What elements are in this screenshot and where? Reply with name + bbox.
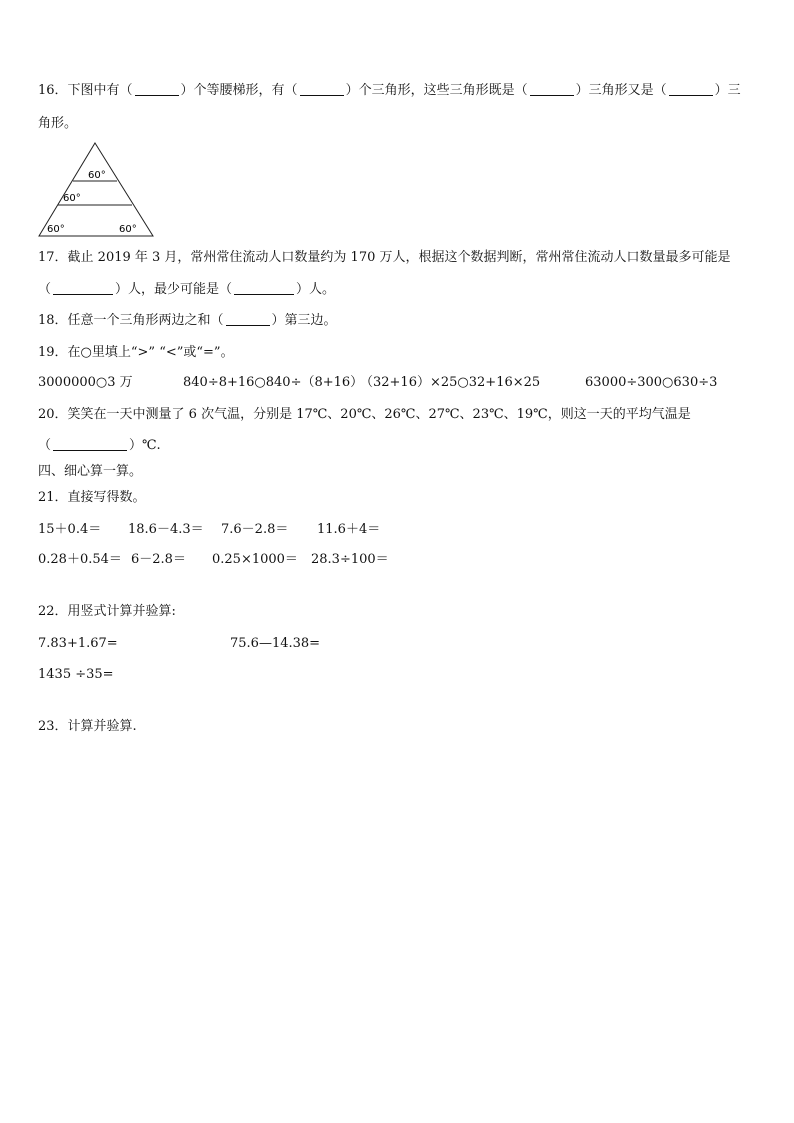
q16-text-1: 16．下图中有（	[38, 83, 133, 98]
q21-row2-item-4: 28.3÷100＝	[311, 552, 389, 567]
q22-item-1: 7.83+1.67=	[38, 636, 118, 651]
answer-blank[interactable]	[135, 83, 179, 96]
question-17-line-1: 17．截止 2019 年 3 月，常州常住流动人口数量约为 170 万人，根据这个数据判断，常州常住流动人口数量最多可能是	[38, 250, 731, 265]
trapezoid-triangle-figure	[35, 140, 165, 240]
angle-label-left: 60°	[47, 224, 65, 235]
question-19-title: 19．在○里填上“>” “<”或“=”。	[38, 345, 234, 360]
angle-label-middle: 60°	[63, 193, 81, 204]
q20-text-1: （	[38, 438, 52, 453]
q21-row2-item-2: 6－2.8＝	[131, 552, 186, 567]
q21-row1-item-2: 18.6－4.3＝	[128, 522, 204, 537]
answer-blank[interactable]	[226, 313, 270, 326]
answer-blank[interactable]	[669, 83, 713, 96]
outer-triangle	[39, 143, 153, 236]
answer-blank[interactable]	[234, 282, 294, 295]
section-4-heading: 四、细心算一算。	[38, 464, 143, 479]
question-20-line-1: 20．笑笑在一天中测量了 6 次气温，分别是 17℃、20℃、26℃、27℃、23℃、19℃，则这一天的平均气温是	[38, 407, 691, 422]
question-17-line-2	[38, 282, 335, 298]
q16-text-3: ）个三角形，这些三角形既是（	[345, 83, 528, 98]
q19-item-1: 3000000○3 万	[38, 375, 133, 390]
question-16-line-2: 角形。	[38, 116, 78, 131]
q18-text-2: ）第三边。	[271, 313, 337, 328]
q21-row1-item-1: 15＋0.4＝	[38, 522, 102, 537]
question-20-line-2	[38, 438, 161, 454]
answer-blank[interactable]	[530, 83, 574, 96]
q16-text-4: ）三角形又是（	[575, 83, 667, 98]
angle-label-top: 60°	[88, 170, 106, 181]
answer-blank[interactable]	[53, 282, 113, 295]
q21-row1-item-3: 7.6－2.8＝	[221, 522, 289, 537]
angle-label-right: 60°	[119, 224, 137, 235]
q17-text-3: ）人。	[296, 282, 336, 297]
answer-blank[interactable]	[53, 438, 127, 451]
q20-text-2: ）℃.	[129, 438, 161, 453]
question-23-title: 23．计算并验算.	[38, 719, 137, 734]
q16-text-2: ）个等腰梯形，有（	[180, 83, 298, 98]
q18-text-1: 18．任意一个三角形两边之和（	[38, 313, 224, 328]
q22-item-2: 75.6—14.38=	[230, 636, 321, 651]
q17-text-1: （	[38, 282, 52, 297]
q17-text-2: ）人，最少可能是（	[115, 282, 233, 297]
q19-item-3: （32+16）×25○32+16×25	[360, 375, 541, 390]
question-22-title: 22．用竖式计算并验算:	[38, 604, 176, 619]
answer-blank[interactable]	[300, 83, 344, 96]
q19-item-4: 63000÷300○630÷3	[585, 375, 718, 390]
question-18	[38, 313, 337, 329]
q21-row1-item-4: 11.6＋4＝	[317, 522, 381, 537]
question-16-line-1	[38, 83, 741, 99]
q16-text-5: ）三	[714, 83, 741, 98]
q21-row2-item-3: 0.25×1000＝	[212, 552, 298, 567]
q19-item-2: 840÷8+16○840÷（8+16）	[183, 375, 364, 390]
q22-item-3: 1435 ÷35=	[38, 667, 114, 682]
question-21-title: 21．直接写得数。	[38, 490, 146, 505]
q21-row2-item-1: 0.28＋0.54＝	[38, 552, 122, 567]
